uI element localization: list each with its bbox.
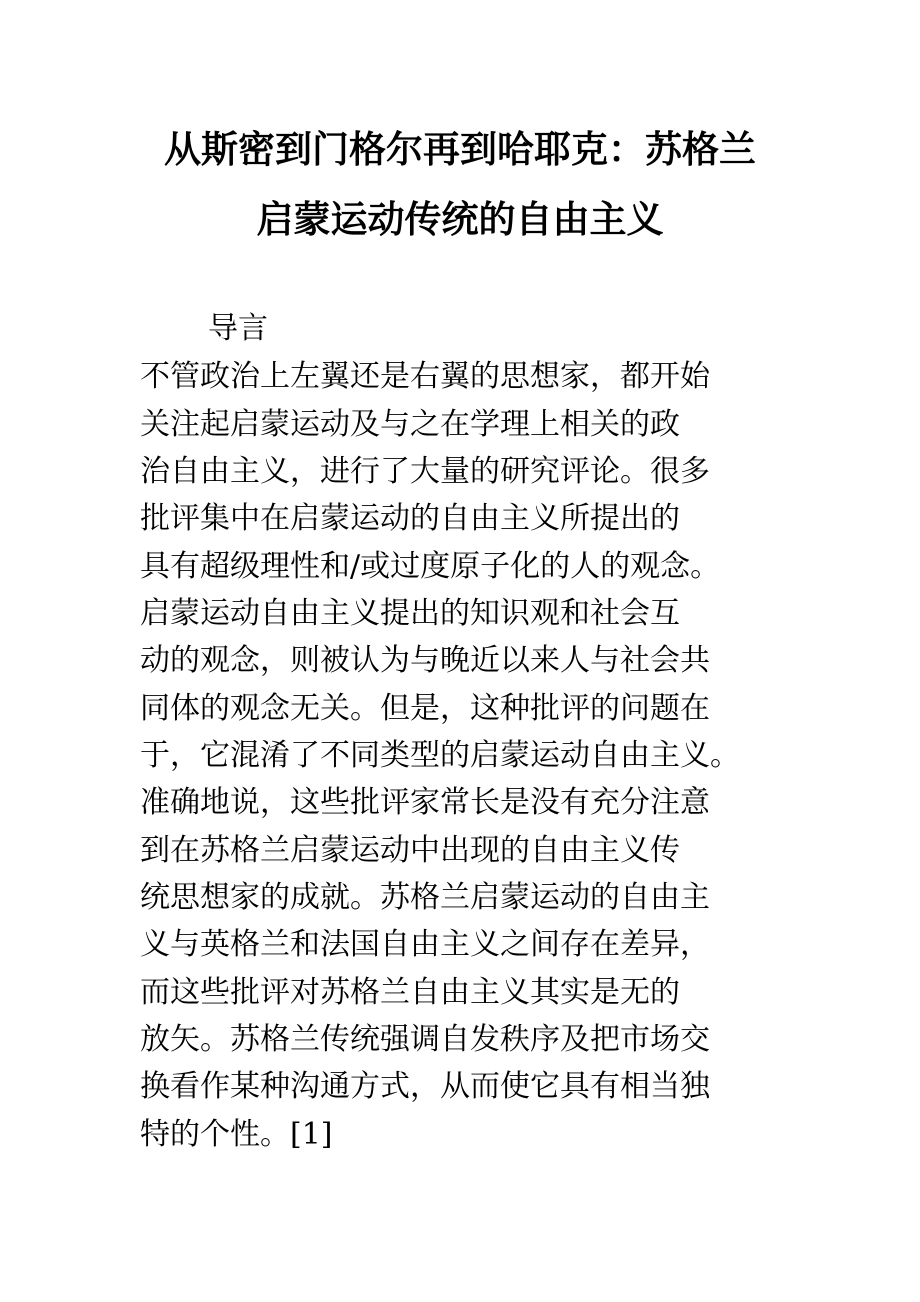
- body-line-1: 不管政治上左翼还是右翼的思想家，都开始: [140, 359, 710, 394]
- document-title-line-2: 启蒙运动传统的自由主义: [256, 198, 664, 241]
- body-line-17: 特的个性。[1]: [140, 1117, 333, 1152]
- body-line-14: 而这些批评对苏格兰自由主义其实是无的: [140, 975, 680, 1010]
- body-line-7: 动的观念，则被认为与晚近以来人与社会共: [140, 643, 710, 678]
- body-line-15: 放矢。苏格兰传统强调自发秩序及把市场交: [140, 1022, 710, 1057]
- document-title-line-1: 从斯密到门格尔再到哈耶克：苏格兰: [164, 128, 756, 171]
- body-line-9: 于，它混淆了不同类型的启蒙运动自由主义。: [140, 738, 740, 773]
- body-line-11: 到在苏格兰启蒙运动中出现的自由主义传: [140, 833, 680, 868]
- body-line-2: 关注起启蒙运动及与之在学理上相关的政: [140, 407, 680, 442]
- body-line-16: 换看作某种沟通方式，从而使它具有相当独: [140, 1069, 710, 1104]
- body-line-6: 启蒙运动自由主义提出的知识观和社会互: [140, 596, 680, 631]
- body-line-5: 具有超级理性和/或过度原子化的人的观念。: [140, 549, 721, 584]
- body-line-13: 义与英格兰和法国自由主义之间存在差异，: [140, 927, 710, 962]
- body-line-4: 批评集中在启蒙运动的自由主义所提出的: [140, 501, 680, 536]
- body-line-12: 统思想家的成就。苏格兰启蒙运动的自由主: [140, 880, 710, 915]
- body-line-3: 治自由主义，进行了大量的研究评论。很多: [140, 454, 710, 489]
- body-line-10: 准确地说，这些批评家常长是没有充分注意: [140, 785, 710, 820]
- section-heading: 导言: [208, 311, 268, 346]
- body-line-8: 同体的观念无关。但是，这种批评的问题在: [140, 691, 710, 726]
